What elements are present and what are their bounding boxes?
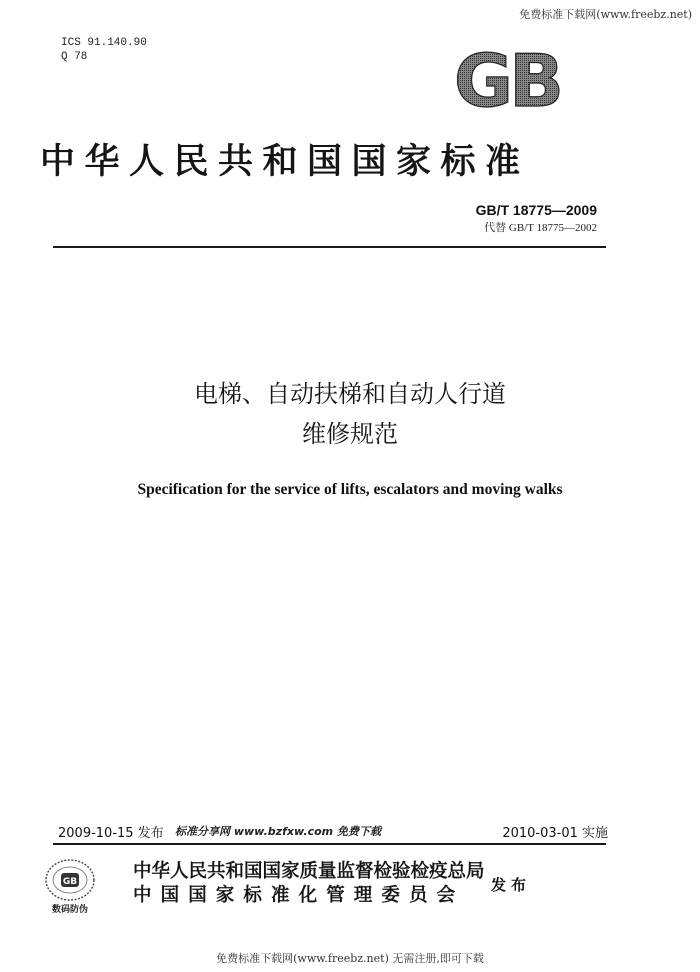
- classification-codes: [61, 36, 147, 64]
- english-title: Specification for the service of lifts, escalators and moving walks: [137, 481, 563, 498]
- chinese-title-line1: 电梯、自动扶梯和自动人行道: [194, 380, 506, 408]
- publish-label: 发布: [491, 876, 532, 894]
- issuer-aqsiq: 中华人民共和国国家质量监督检验检疫总局: [133, 861, 485, 882]
- seal-gb-text: GB: [62, 877, 78, 887]
- top-watermark: 免费标准下载网(www.freebz.net): [519, 8, 692, 21]
- bottom-divider: [53, 843, 606, 845]
- gb-logo: [440, 46, 574, 114]
- share-site-text: 标准分享网 www.bzfxw.com 免费下载: [175, 825, 381, 838]
- chinese-title: [0, 374, 700, 454]
- top-divider: [53, 246, 606, 248]
- gb-logo-text: GB: [454, 46, 560, 114]
- chinese-title-line2: 维修规范: [302, 420, 398, 448]
- ccs-code: Q 78: [61, 51, 88, 63]
- ics-code: ICS 91.140.90: [61, 37, 147, 49]
- issue-date: 2009-10-15 发布: [58, 826, 164, 841]
- anti-counterfeit-seal: [36, 856, 104, 916]
- issuing-authorities: [133, 860, 485, 908]
- bottom-watermark: 免费标准下载网(www.freebz.net) 无需注册,即可下载: [216, 952, 484, 965]
- standard-number: GB/T 18775—2009: [475, 202, 597, 218]
- issuer-sac: 中国国家标准化管理委员会: [133, 885, 465, 906]
- national-standard-title: 中华人民共和国国家标准: [40, 142, 530, 182]
- implementation-date: 2010-03-01 实施: [502, 826, 608, 841]
- seal-caption: 数码防伪: [51, 905, 89, 915]
- replaces-standard: 代替 GB/T 18775—2002: [484, 222, 597, 234]
